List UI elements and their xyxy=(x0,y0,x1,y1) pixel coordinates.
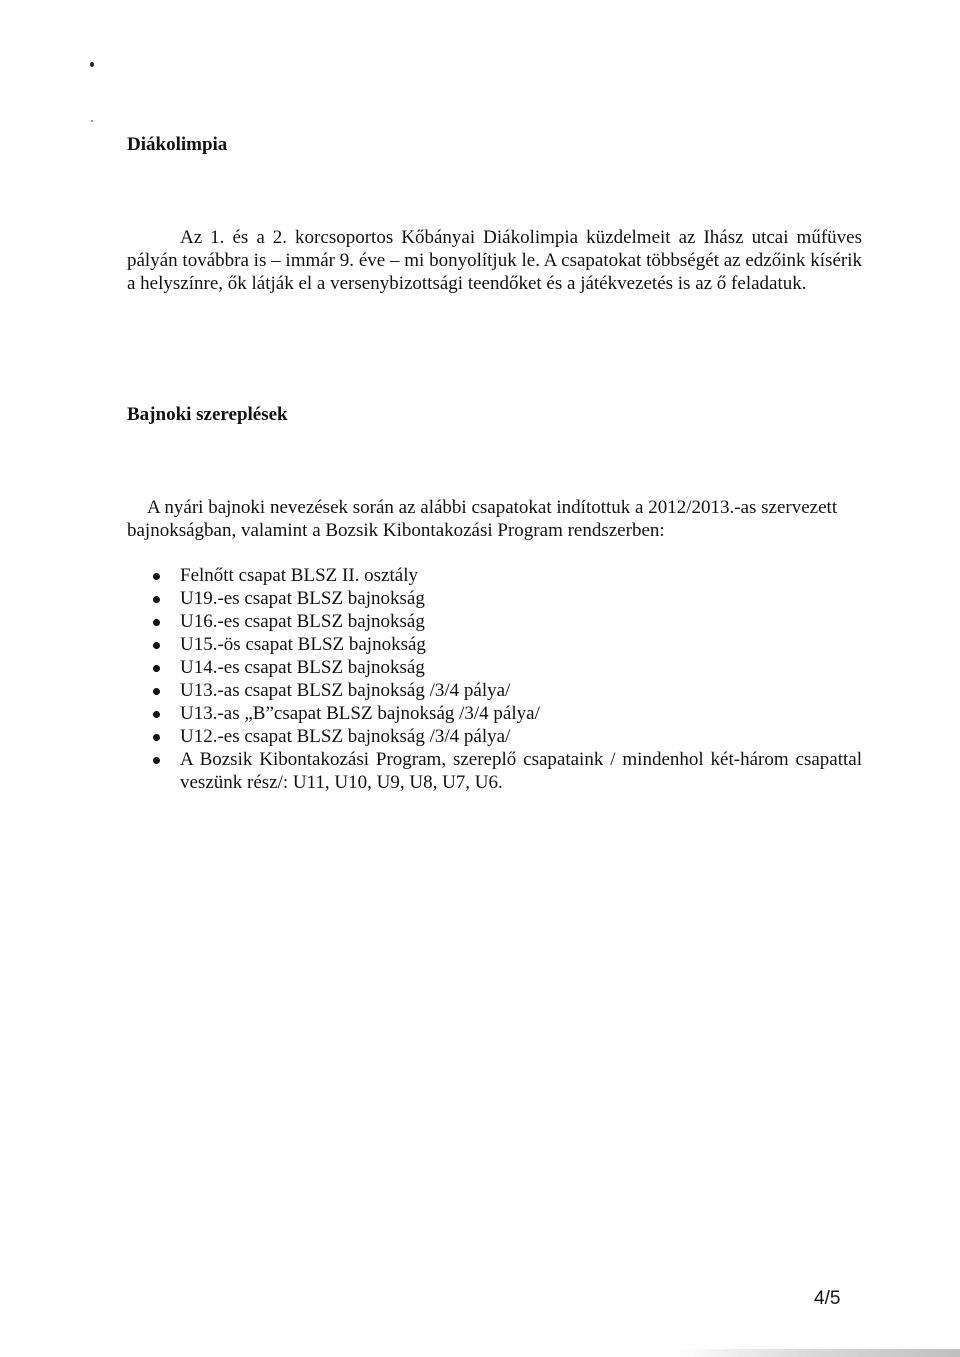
list-item-text: U13.-as csapat BLSZ bajnokság /3/4 pálya/ xyxy=(180,680,511,701)
bullet-icon xyxy=(153,688,160,695)
section-heading-bajnoki: Bajnoki szereplések xyxy=(127,404,288,425)
bullet-icon xyxy=(153,573,160,580)
list-item-text: A Bozsik Kibontakozási Program, szereplő csapataink / mindenhol két-három csapattal veszünk rész/: U11, U10, U9, U8, U7, U6. xyxy=(180,749,862,793)
list-item xyxy=(127,633,862,656)
list-item xyxy=(127,679,862,702)
list-item xyxy=(127,748,862,794)
scan-edge xyxy=(0,1349,960,1357)
list-item xyxy=(127,656,862,679)
section-heading-diakolimpia: Diákolimpia xyxy=(127,134,228,155)
bullet-icon xyxy=(153,665,160,672)
diakolimpia-paragraph: Az 1. és a 2. korcsoportos Kőbányai Diákolimpia küzdelmeit az Ihász utcai műfüves pályán továbbra is – immár 9. éve – mi bonyolítjuk le. A csapatokat többségét az edzőink kísérik a helyszínre, ők látják el a versenybizottsági teendőket és a játékvezetés is az ő feladatuk. xyxy=(127,227,862,294)
list-item-text: U13.-as „B”csapat BLSZ bajnokság /3/4 pálya/ xyxy=(180,703,540,724)
bullet-icon xyxy=(153,757,160,764)
bullet-icon xyxy=(153,711,160,718)
team-list xyxy=(127,564,862,794)
list-item-text: U16.-es csapat BLSZ bajnokság xyxy=(180,611,425,632)
list-item xyxy=(127,702,862,725)
list-item xyxy=(127,725,862,748)
list-item-text: U12.-es csapat BLSZ bajnokság /3/4 pálya/ xyxy=(180,726,511,747)
bullet-icon xyxy=(153,734,160,741)
bullet-icon xyxy=(153,642,160,649)
list-item-text: Felnőtt csapat BLSZ II. osztály xyxy=(180,565,418,586)
bajnoki-intro-paragraph: A nyári bajnoki nevezések során az alábbi csapatokat indítottuk a 2012/2013.-as szervezett bajnokságban, valamint a Bozsik Kibontakozási Program rendszerben: xyxy=(127,497,838,541)
list-item-text: U14.-es csapat BLSZ bajnokság xyxy=(180,657,425,678)
list-item xyxy=(127,564,862,587)
list-item-text: U15.-ös csapat BLSZ bajnokság xyxy=(180,634,426,655)
page-number: 4/5 xyxy=(814,1288,841,1309)
list-item xyxy=(127,587,862,610)
scan-speck xyxy=(91,120,93,122)
bullet-icon xyxy=(153,596,160,603)
scan-speck xyxy=(90,62,94,67)
bullet-icon xyxy=(153,619,160,626)
list-item-text: U19.-es csapat BLSZ bajnokság xyxy=(180,588,425,609)
list-item xyxy=(127,610,862,633)
